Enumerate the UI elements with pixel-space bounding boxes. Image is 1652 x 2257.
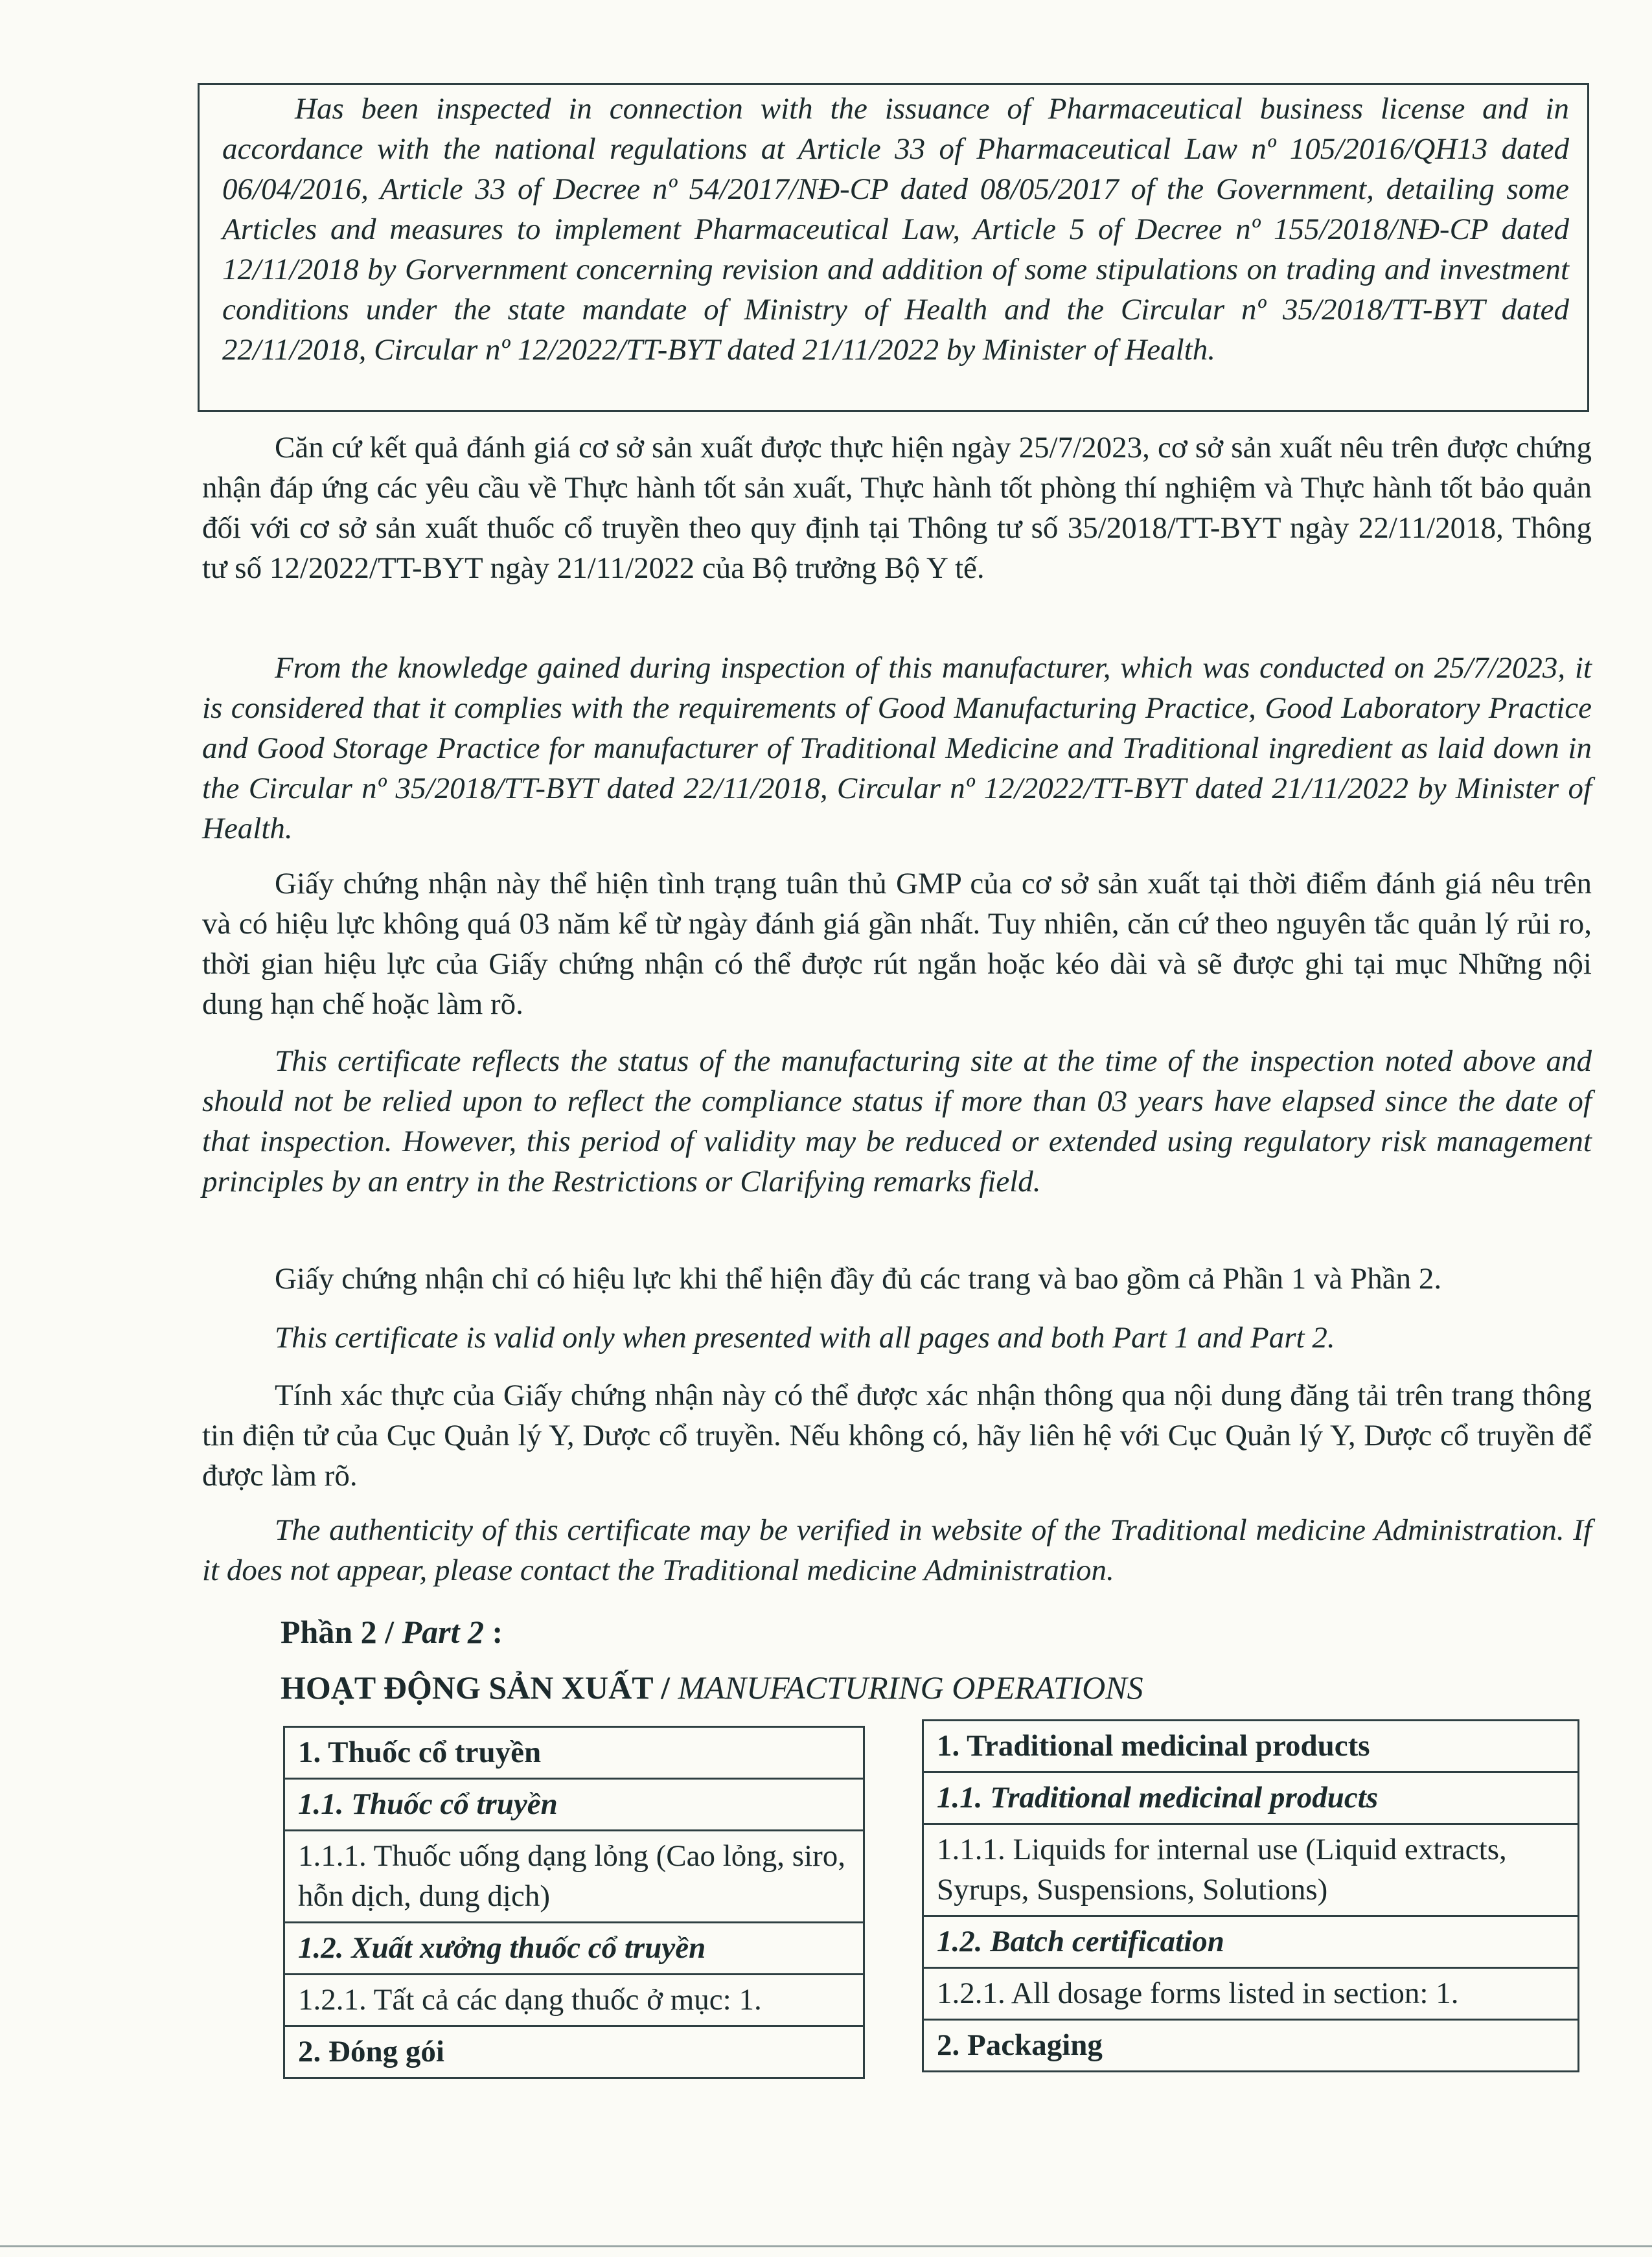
section-heading-vi: HOẠT ĐỘNG SẢN XUẤT / [281,1669,678,1706]
authenticity-paragraph-en: The authenticity of this certificate may be verified in website of the Traditional medicine Administration. If it does not appear, please contact the Traditional medicine Administration. [202,1513,1592,1587]
validity-paragraph-en: This certificate reflects the status of the manufacturing site at the time of the inspection noted above and should not be relied upon to reflect the compliance status if more than 03 years have elapsed since the date of that inspection. However, this period of validity may be reduced or extended using regulatory risk management principles by an entry in the Restrictions or Clarifying remarks field. [202,1044,1592,1198]
assessment-paragraph-vi: Căn cứ kết quả đánh giá cơ sở sản xuất được thực hiện ngày 25/7/2023, cơ sở sản xuất nêu trên được chứng nhận đáp ứng các yêu cầu về Thực hành tốt sản xuất, Thực hành tốt phòng thí nghiệm và Thực hành tốt bảo quản đối với cơ sở sản xuất thuốc cổ truyền theo quy định tại Thông tư số 35/2018/TT-BYT ngày 22/11/2018, Thông tư số 12/2022/TT-BYT ngày 21/11/2022 của Bộ trưởng Bộ Y tế. [202,431,1592,585]
table-cell: 1.1. Traditional medicinal products [923,1772,1579,1824]
pages-paragraph-en: This certificate is valid only when presented with all pages and both Part 1 and Part 2. [275,1321,1335,1355]
bottom-edge-line [0,2245,1652,2247]
table-row [284,1923,864,1975]
table-cell: 1.1.1. Liquids for internal use (Liquid extracts, Syrups, Suspensions, Solutions) [923,1824,1579,1916]
table-cell: 1. Thuốc cổ truyền [284,1727,864,1779]
table-row [284,1779,864,1831]
table-cell: 1.1.1. Thuốc uống dạng lỏng (Cao lỏng, siro, hỗn dịch, dung dịch) [284,1831,864,1923]
table-cell: 1.1. Thuốc cổ truyền [284,1779,864,1831]
table-cell: 1.2.1. Tất cả các dạng thuốc ở mục: 1. [284,1975,864,2026]
table-row [284,2026,864,2078]
part-heading [281,1612,503,1652]
validity-paragraph-vi: Giấy chứng nhận này thể hiện tình trạng tuân thủ GMP của cơ sở sản xuất tại thời điểm đánh giá nêu trên và có hiệu lực không quá 03 năm kể từ ngày đánh giá gần nhất. Tuy nhiên, căn cứ theo nguyên tắc quản lý rủi ro, thời gian hiệu lực của Giấy chứng nhận có thể được rút ngắn hoặc kéo dài và sẽ được ghi tại mục Những nội dung hạn chế hoặc làm rõ. [202,867,1592,1021]
table-cell: 1.2.1. All dosage forms listed in section: 1. [923,1968,1579,2020]
part-heading-vi: Phần 2 / [281,1614,402,1650]
part-heading-suffix: : [483,1614,503,1650]
table-cell: 2. Packaging [923,2020,1579,2072]
table-cell: 1. Traditional medicinal products [923,1721,1579,1772]
table-row [923,1916,1579,1968]
part-heading-en: Part 2 [402,1614,484,1650]
table-row [923,1968,1579,2020]
section-heading [281,1667,1143,1708]
table-row [923,1772,1579,1824]
table-row [923,2020,1579,2072]
table-row [923,1824,1579,1916]
section-heading-en: MANUFACTURING OPERATIONS [678,1669,1143,1706]
table-row [923,1721,1579,1772]
table-row [284,1831,864,1923]
table-cell: 2. Đóng gói [284,2026,864,2078]
table-cell: 1.2. Xuất xưởng thuốc cổ truyền [284,1923,864,1975]
operations-table-en [922,1719,1579,2072]
table-cell: 1.2. Batch certification [923,1916,1579,1968]
pages-paragraph-vi: Giấy chứng nhận chỉ có hiệu lực khi thể hiện đầy đủ các trang và bao gồm cả Phần 1 và Phần 2. [275,1262,1442,1296]
inspection-statement-text: Has been inspected in connection with the issuance of Pharmaceutical business license and in accordance with the national regulations at Article 33 of Pharmaceutical Law nº 105/2016/QH13 dated 06/04/2016, Article 33 of Decree nº 54/2017/NĐ-CP dated 08/05/2017 of the Government, detailing some Articles and measures to implement Pharmaceutical Law, Article 5 of Decree nº 155/2018/NĐ-CP dated 12/11/2018 by Gorvernment concerning revision and addition of some stipulations on trading and investment conditions under the state mandate of Ministry of Health and the Circular nº 35/2018/TT-BYT dated 22/11/2018, Circular nº 12/2022/TT-BYT dated 21/11/2022 by Minister of Health. [222,92,1569,367]
table-row [284,1727,864,1779]
inspection-statement-box [198,83,1589,412]
authenticity-paragraph-vi: Tính xác thực của Giấy chứng nhận này có thể được xác nhận thông qua nội dung đăng tải trên trang thông tin điện tử của Cục Quản lý Y, Dược cổ truyền. Nếu không có, hãy liên hệ với Cục Quản lý Y, Dược cổ truyền để được làm rõ. [202,1379,1592,1493]
operations-table-vi [283,1726,865,2079]
table-row [284,1975,864,2026]
assessment-paragraph-en: From the knowledge gained during inspection of this manufacturer, which was conducted on 25/7/2023, it is considered that it complies with the requirements of Good Manufacturing Practice, Good Laboratory Practice and Good Storage Practice for manufacturer of Traditional Medicine and Traditional ingredient as laid down in the Circular nº 35/2018/TT-BYT dated 22/11/2018, Circular nº 12/2022/TT-BYT dated 21/11/2022 by Minister of Health. [202,651,1592,845]
